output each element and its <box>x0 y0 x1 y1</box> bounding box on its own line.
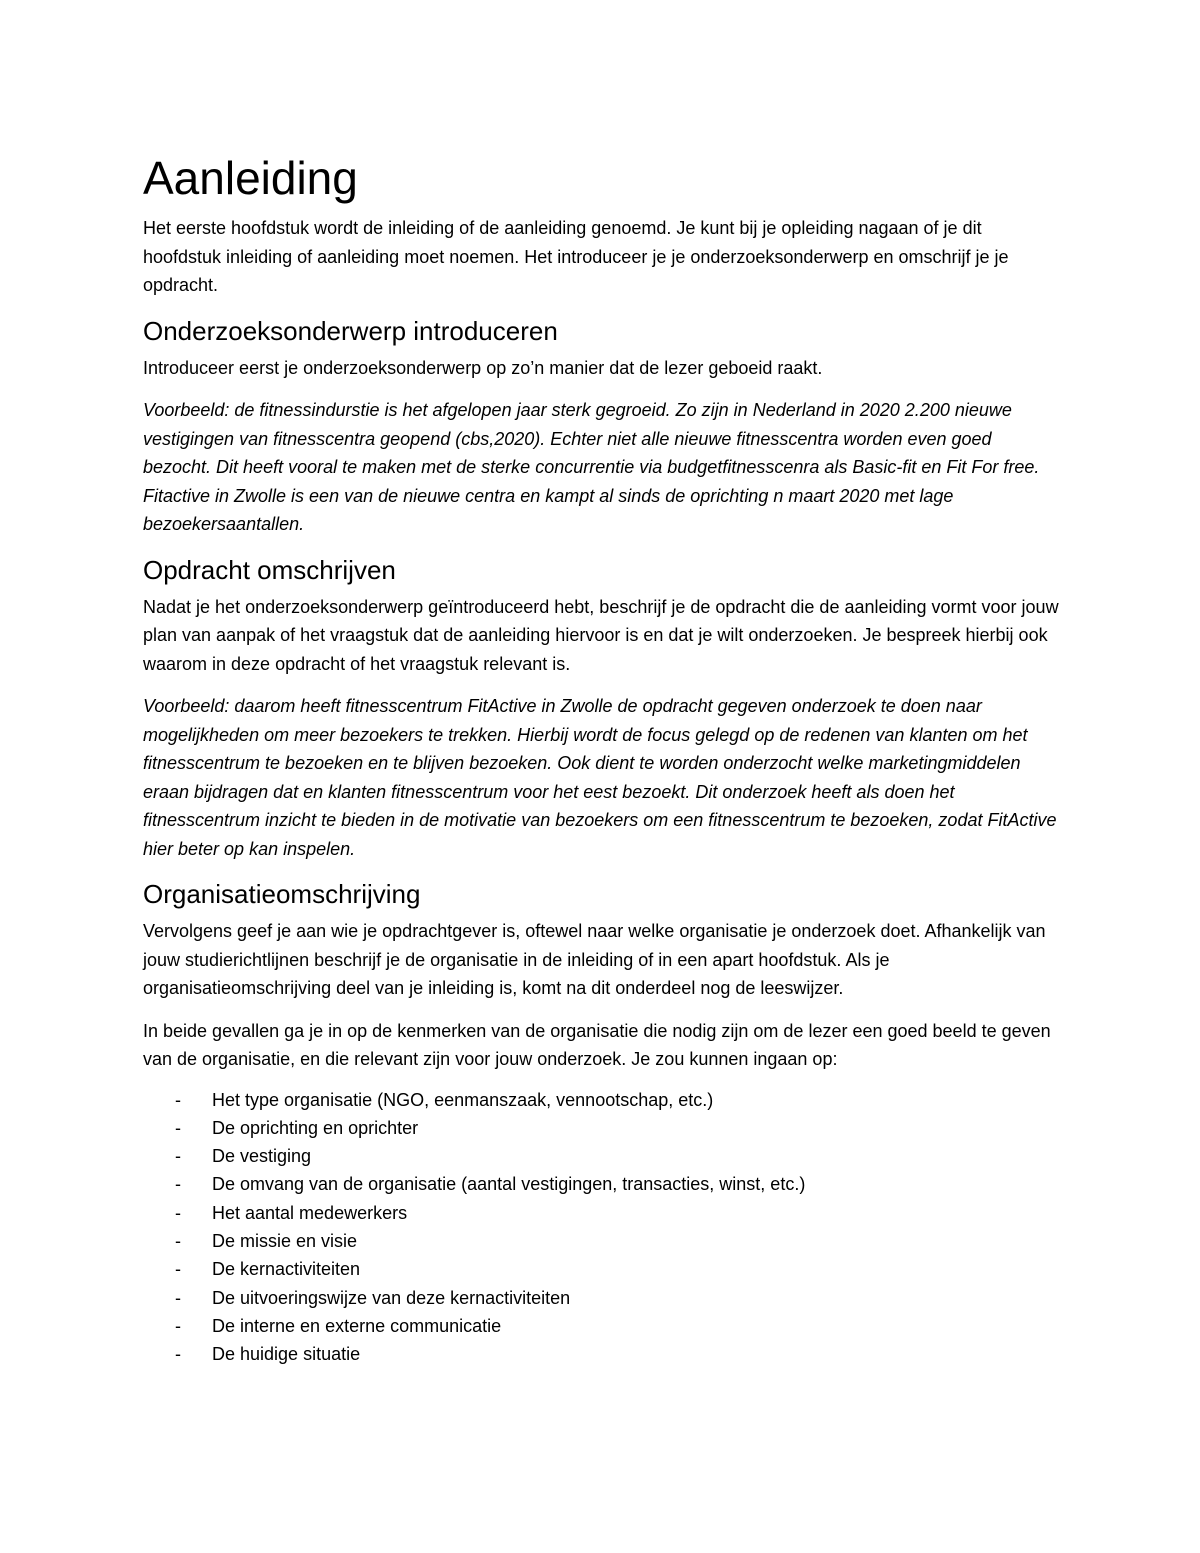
list-item-text: De uitvoeringswijze van deze kernactiviteiten <box>212 1287 571 1308</box>
list-item <box>143 1255 1063 1283</box>
dash-bullet: - <box>175 1259 181 1280</box>
example-paragraph: Voorbeeld: daarom heeft fitnesscentrum FitActive in Zwolle de opdracht gegeven onderzoek te doen naar mogelijkheden om meer bezoekers te trekken. Hierbij wordt de focus gelegd op de redenen van klanten om het fitnesscentrum te bezoeken en te blijven bezoeken. Ook dient te worden onderzocht welke marketingmiddelen eraan bijdragen dat en klanten fitnesscentrum voor het eest bezoekt. Dit onderzoek heeft als doen het fitnesscentrum inzicht te bieden in de motivatie van bezoekers om een fitnesscentrum te bezoeken, zodat FitActive hier beter op kan inspelen. <box>143 696 1057 859</box>
section-paragraph: Nadat je het onderzoeksonderwerp geïntroduceerd hebt, beschrijf je de opdracht die de aanleiding vormt voor jouw plan van aanpak of het vraagstuk dat de aanleiding hiervoor is en dat je wilt onderzoeken. Je bespreek hierbij ook waarom in deze opdracht of het vraagstuk relevant is. <box>143 596 1059 674</box>
dash-bullet: - <box>175 1089 181 1110</box>
section-heading: Organisatieomschrijving <box>143 879 421 909</box>
section-onderzoeksonderwerp <box>143 314 1063 539</box>
list-item-text: De kernactiviteiten <box>212 1259 361 1280</box>
dash-bullet: - <box>175 1174 181 1195</box>
list-item <box>143 1086 1063 1114</box>
dash-bullet: - <box>175 1315 181 1336</box>
page-title: Aanleiding <box>143 152 358 204</box>
dash-bullet: - <box>175 1230 181 1251</box>
document-page <box>143 148 1063 1368</box>
list-item-text: De oprichting en oprichter <box>212 1117 419 1138</box>
dash-bullet: - <box>175 1344 181 1365</box>
list-item-text: Het aantal medewerkers <box>212 1202 408 1223</box>
characteristics-list <box>143 1086 1063 1369</box>
section-heading: Opdracht omschrijven <box>143 554 396 585</box>
intro-paragraph: Het eerste hoofdstuk wordt de inleiding of de aanleiding genoemd. Je kunt bij je opleiding nagaan of je dit hoofdstuk inleiding of aanleiding moet noemen. Het introduceer je je onderzoeksonderwerp en omschrijf je je opdracht. <box>143 218 1009 295</box>
section-paragraph: Introduceer eerst je onderzoeksonderwerp op zo’n manier dat de lezer geboeid raakt. <box>143 357 823 378</box>
list-item <box>143 1340 1063 1368</box>
dash-bullet: - <box>175 1202 181 1223</box>
list-item-text: De missie en visie <box>212 1230 358 1251</box>
list-item <box>143 1114 1063 1142</box>
dash-bullet: - <box>175 1146 181 1167</box>
list-item <box>143 1142 1063 1170</box>
example-paragraph: Voorbeeld: de fitnessindurstie is het afgelopen jaar sterk gegroeid. Zo zijn in Nederland in 2020 2.200 nieuwe vestigingen van fitnesscentra geopend (cbs,2020). Echter niet alle nieuwe fitnesscentra worden even goed bezocht. Dit heeft vooral te maken met de sterke concurrentie via budgetfitnesscenra als Basic-fit en Fit For free. Fitactive in Zwolle is een van de nieuwe centra en kampt al sinds de oprichting n maart 2020 met lage bezoekersaantallen. <box>143 400 1040 534</box>
list-item <box>143 1312 1063 1340</box>
section-paragraph-2: In beide gevallen ga je in op de kenmerken van de organisatie die nodig zijn om de lezer een goed beeld te geven van de organisatie, en die relevant zijn voor jouw onderzoek. Je zou kunnen ingaan op: <box>143 1020 1051 1069</box>
list-item-text: De interne en externe communicatie <box>212 1315 502 1336</box>
list-item <box>143 1284 1063 1312</box>
list-item <box>143 1227 1063 1255</box>
list-item-text: De omvang van de organisatie (aantal vestigingen, transacties, winst, etc.) <box>212 1174 806 1195</box>
section-heading: Onderzoeksonderwerp introduceren <box>143 315 558 346</box>
list-item <box>143 1170 1063 1198</box>
dash-bullet: - <box>175 1117 181 1138</box>
list-item-text: De vestiging <box>212 1146 312 1167</box>
section-opdracht <box>143 553 1063 864</box>
section-paragraph: Vervolgens geef je aan wie je opdrachtgever is, oftewel naar welke organisatie je onderzoek doet. Afhankelijk van jouw studierichtlijnen beschrijf je de organisatie in de inleiding of in een apart hoofdstuk. Als je organisatieomschrijving deel van je inleiding is, komt na dit onderdeel nog de leeswijzer. <box>143 921 1046 998</box>
list-item-text: De huidige situatie <box>212 1344 361 1365</box>
dash-bullet: - <box>175 1287 181 1308</box>
section-organisatie <box>143 877 1063 1368</box>
list-item <box>143 1199 1063 1227</box>
list-item-text: Het type organisatie (NGO, eenmanszaak, vennootschap, etc.) <box>212 1089 714 1110</box>
